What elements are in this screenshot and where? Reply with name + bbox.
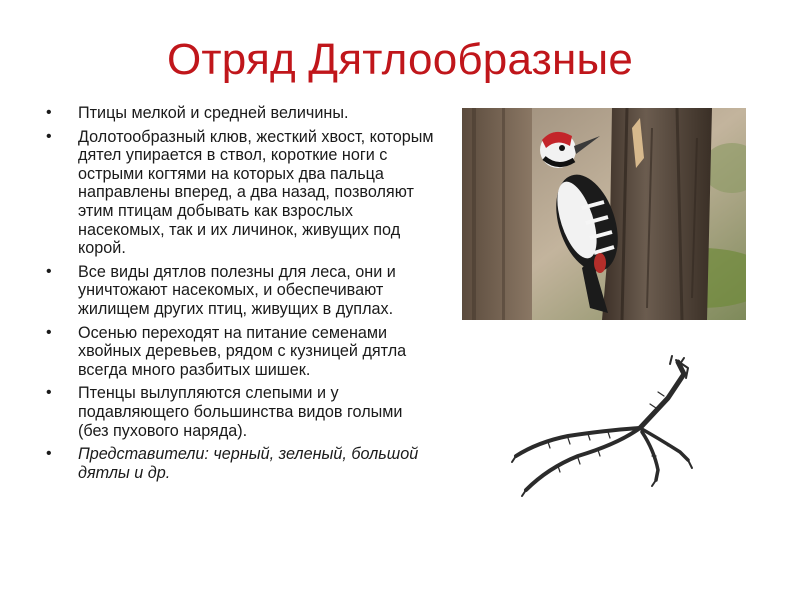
bullet-marker: • <box>46 323 52 341</box>
woodpecker-foot-drawing <box>508 352 698 502</box>
bullet-text: Птицы мелкой и средней величины. <box>78 104 349 122</box>
bullet-text: Все виды дятлов полезны для леса, они и уничтожают насекомых, и обеспечивают жилищем других птиц, живущих в дуплах. <box>78 262 396 318</box>
bullet-item <box>46 128 436 258</box>
bullet-item <box>46 104 436 123</box>
bullet-item <box>46 384 436 440</box>
slide-title: Отряд Дятлообразные <box>166 35 633 84</box>
bullet-text: Осенью переходят на питание семенами хвойных деревьев, рядом с кузницей дятла всегда много разбитых шишек. <box>78 323 407 379</box>
woodpecker-photo <box>462 108 746 320</box>
bullet-marker: • <box>46 445 52 463</box>
bullet-text: Представители: черный, зеленый, большой дятлы и др. <box>78 445 419 482</box>
bullet-list <box>46 104 436 487</box>
bullet-marker: • <box>46 127 52 145</box>
bullet-text: Долотообразный клюв, жесткий хвост, которым дятел упирается в ствол, короткие ноги с острыми когтями на которых два пальца направлены вперед, а два назад, позволяют этим птицам добывать как взрослых насекомых, так и их личинок, живущих под корой. <box>78 127 434 258</box>
bullet-marker: • <box>46 262 52 280</box>
bullet-marker: • <box>46 104 52 121</box>
bullet-item <box>46 263 436 319</box>
bullet-item <box>46 445 436 482</box>
bullet-item <box>46 324 436 380</box>
bullet-text: Птенцы вылупляются слепыми и у подавляющего большинства видов голыми (без пухового наряда). <box>78 384 403 440</box>
bullet-marker: • <box>46 384 52 402</box>
